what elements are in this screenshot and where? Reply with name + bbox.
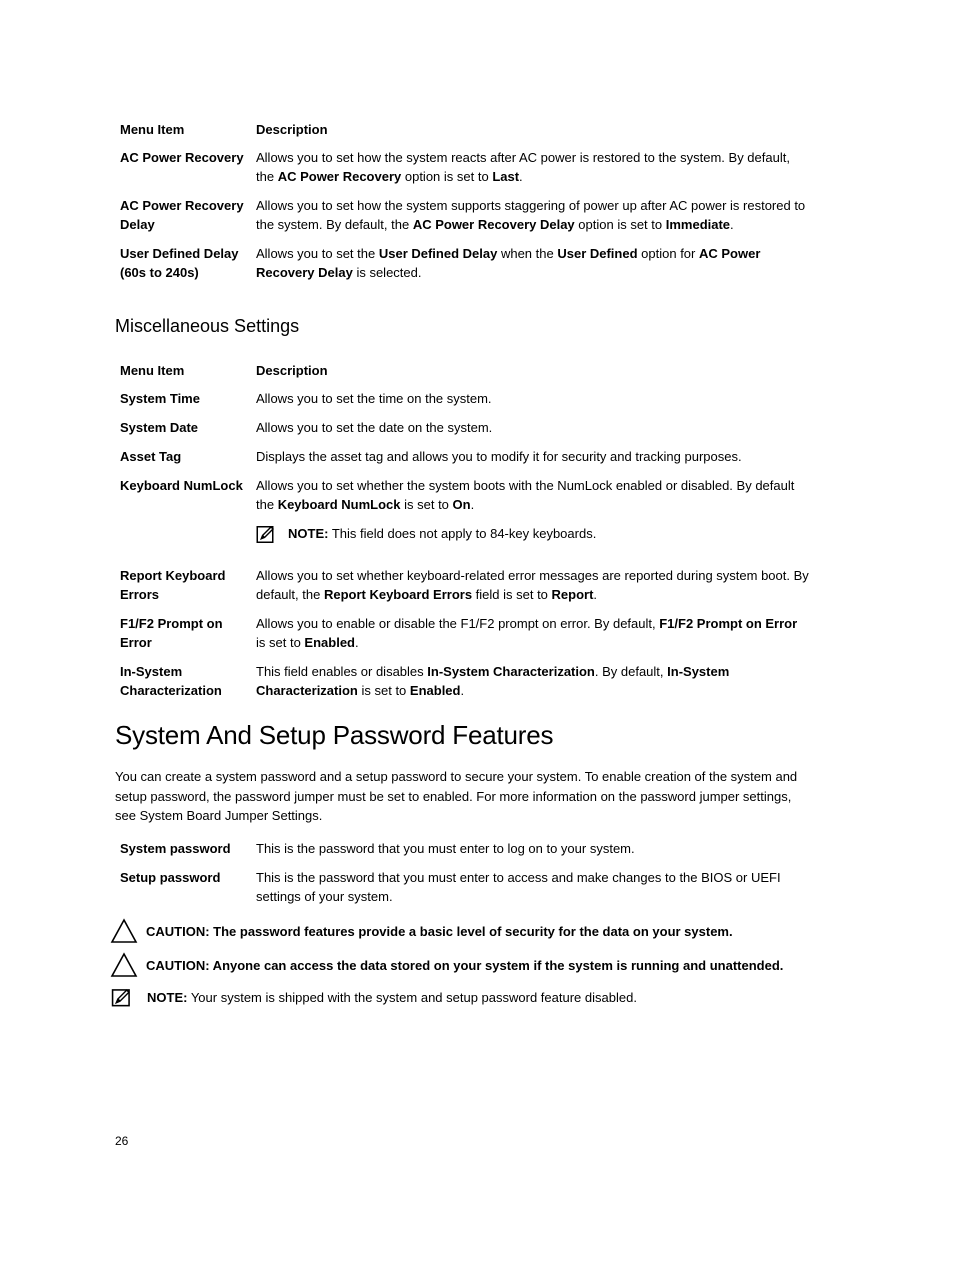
menu-item-description: This is the password that you must enter to access and make changes to the BIOS or UEFI settings of your system. bbox=[256, 870, 781, 904]
table-header bbox=[115, 361, 815, 389]
col-header-description: Description bbox=[256, 363, 328, 378]
col-header-menu-item: Menu Item bbox=[120, 363, 185, 378]
note-pencil-icon bbox=[256, 524, 276, 544]
menu-item-description: Allows you to set the User Defined Delay when the User Defined option for AC Power Recovery Delay is selected. bbox=[256, 246, 761, 280]
menu-item-name: F1/F2 Prompt on Error bbox=[120, 616, 223, 650]
inline-note: NOTE: This field does not apply to 84-key keyboards. bbox=[256, 524, 810, 544]
section-title: System And Setup Password Features bbox=[115, 720, 554, 750]
table-header bbox=[115, 120, 815, 148]
menu-item-description: Allows you to set the date on the system. bbox=[256, 420, 493, 435]
menu-item-description: This field enables or disables In-System Characterization. By default, In-System Characterization is set to Enabled. bbox=[256, 664, 730, 698]
table-row bbox=[115, 418, 815, 447]
menu-item-name: System password bbox=[120, 841, 231, 856]
menu-item-description: Allows you to set how the system supports staggering of power up after AC power is restored to the system. By default, the AC Power Recovery Delay option is set to Immediate. bbox=[256, 198, 806, 232]
table-row bbox=[115, 196, 815, 244]
menu-item-description: Allows you to enable or disable the F1/F2 prompt on error. By default, F1/F2 Prompt on Error is set to Enabled. bbox=[256, 616, 798, 650]
misc-settings-heading: Miscellaneous Settings bbox=[115, 316, 300, 336]
menu-item-description: Allows you to set whether the system boots with the NumLock enabled or disabled. By default the Keyboard NumLock is set to On. NOTE: This field does not apply to 84-key keyboards. bbox=[251, 476, 815, 566]
intro-paragraph: You can create a system password and a setup password to secure your system. To enable creation of the system and setup password, the password jumper must be set to enabled. For more information on the password jumper settings, see System Board Jumper Settings. bbox=[115, 769, 798, 823]
note-text: NOTE: Your system is shipped with the system and setup password feature disabled. bbox=[147, 989, 637, 1005]
menu-item-name: AC Power Recovery bbox=[120, 150, 244, 165]
menu-item-description: Displays the asset tag and allows you to modify it for security and tracking purposes. bbox=[256, 449, 742, 464]
table-row bbox=[115, 839, 815, 868]
table-row bbox=[115, 868, 815, 906]
menu-item-name: Keyboard NumLock bbox=[120, 478, 243, 493]
menu-item-description: Allows you to set how the system reacts after AC power is restored to the system. By default, the AC Power Recovery option is set to Last. bbox=[256, 150, 790, 184]
caution-notice bbox=[110, 952, 783, 978]
page-number: 26 bbox=[115, 1134, 129, 1148]
caution-text: CAUTION: Anyone can access the data stored on your system if the system is running and unattended. bbox=[146, 957, 784, 973]
menu-item-name: In-System Characterization bbox=[120, 664, 222, 698]
menu-item-description: Allows you to set whether keyboard-related error messages are reported during system boot. By default, the Report Keyboard Errors field is set to Report. bbox=[256, 568, 809, 602]
menu-item-description: This is the password that you must enter to log on to your system. bbox=[256, 841, 635, 856]
note-pencil-icon bbox=[111, 986, 133, 1008]
menu-item-name: User Defined Delay (60s to 240s) bbox=[120, 246, 239, 280]
col-header-menu-item: Menu Item bbox=[120, 122, 185, 137]
table-row bbox=[115, 447, 815, 476]
note-notice bbox=[110, 986, 637, 1008]
table-row bbox=[115, 566, 815, 614]
misc-settings-table bbox=[115, 361, 815, 700]
col-header-description: Description bbox=[256, 122, 328, 137]
menu-item-name: System Time bbox=[120, 391, 200, 406]
caution-notice bbox=[110, 918, 733, 944]
caution-triangle-icon bbox=[110, 952, 138, 978]
table-row bbox=[115, 614, 815, 662]
menu-item-description: Allows you to set the time on the system. bbox=[256, 391, 492, 406]
caution-text: CAUTION: The password features provide a basic level of security for the data on your system. bbox=[146, 923, 733, 939]
menu-item-name: Report Keyboard Errors bbox=[120, 568, 226, 602]
menu-item-name: Setup password bbox=[120, 870, 221, 885]
menu-item-name: AC Power Recovery Delay bbox=[120, 198, 244, 232]
password-table bbox=[115, 839, 815, 906]
table-row bbox=[115, 244, 815, 282]
menu-item-name: Asset Tag bbox=[120, 449, 182, 464]
menu-item-name: System Date bbox=[120, 420, 199, 435]
table-row bbox=[115, 148, 815, 196]
power-settings-table bbox=[115, 120, 815, 282]
table-row bbox=[115, 389, 815, 418]
table-row bbox=[115, 476, 815, 566]
table-row bbox=[115, 662, 815, 700]
caution-triangle-icon bbox=[110, 918, 138, 944]
